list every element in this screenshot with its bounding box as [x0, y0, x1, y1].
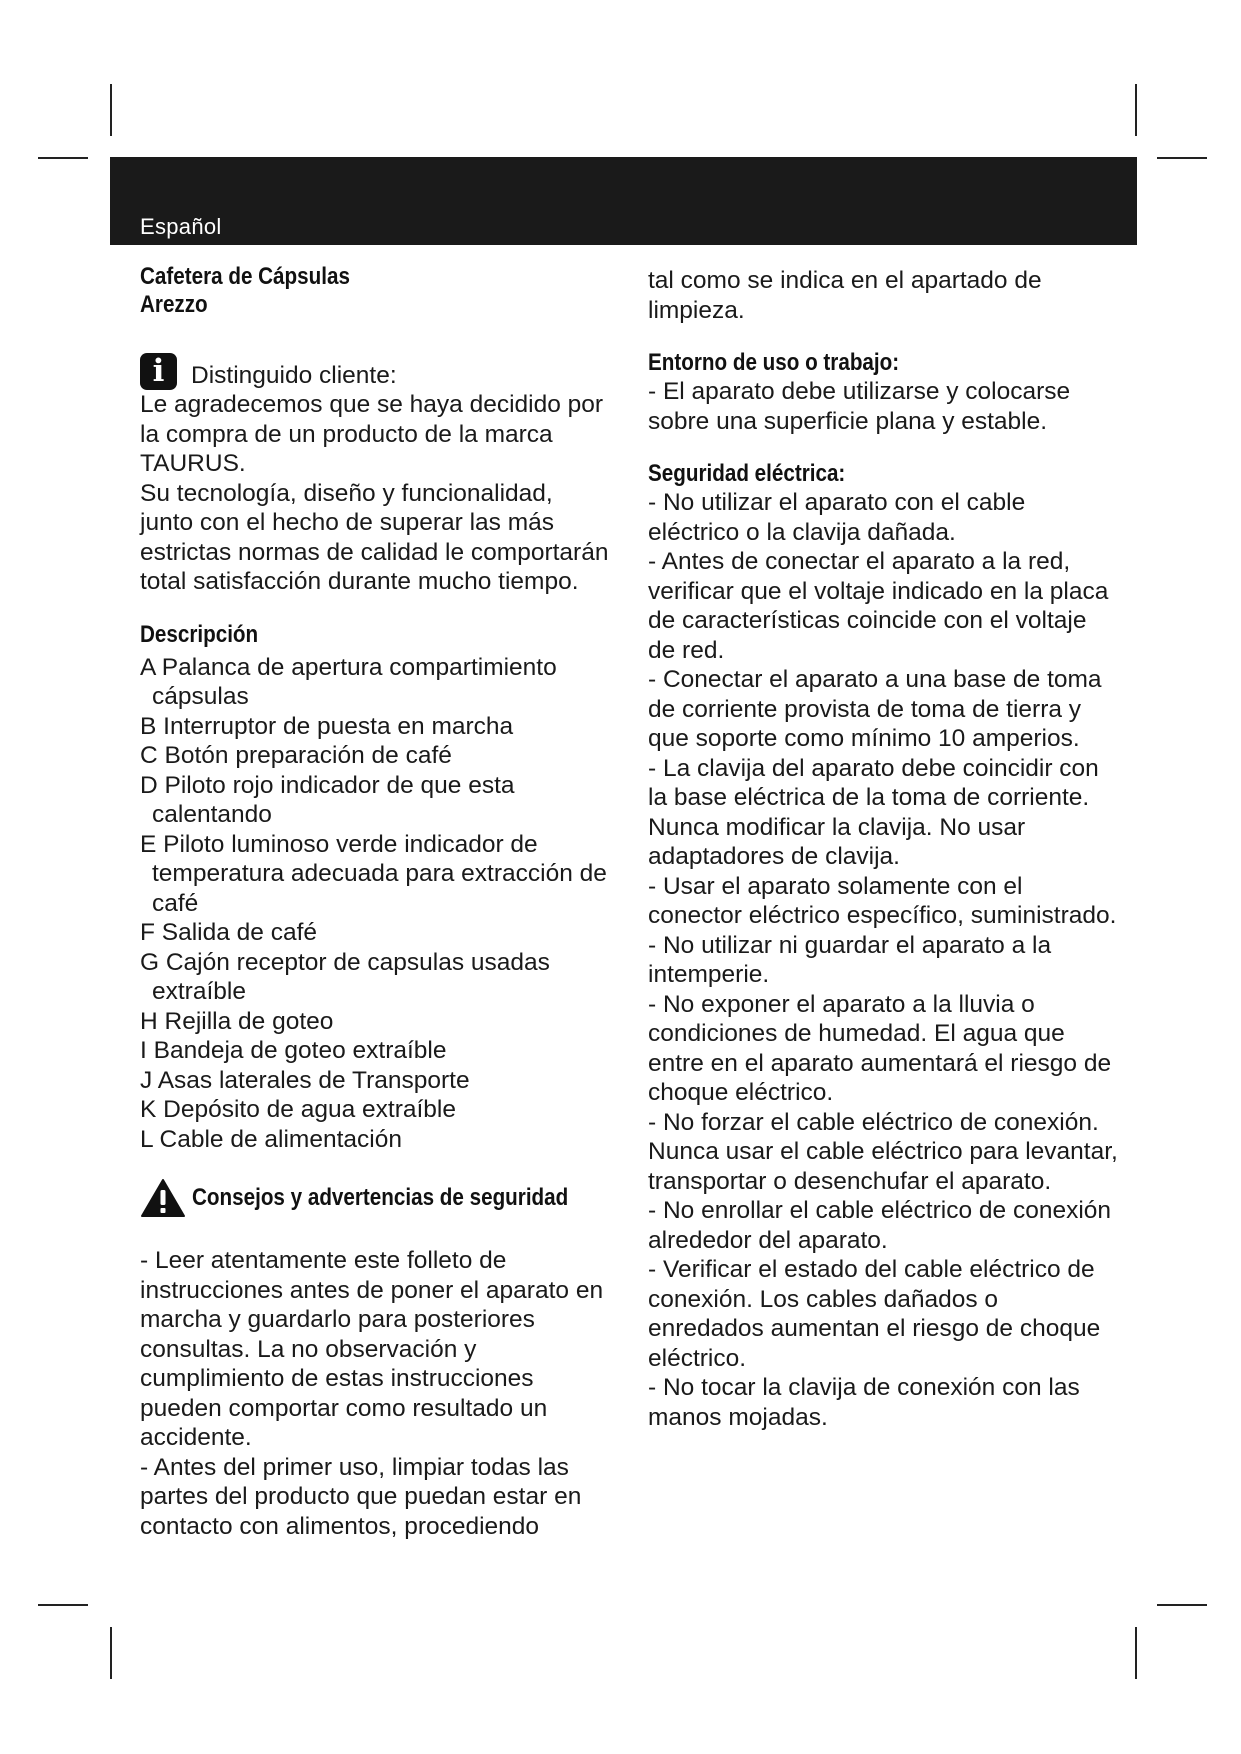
- safety-paragraph: - Leer atentamente este folleto de instrucciones antes de poner el aparato en marcha y guardarlo para posteriores consultas. La no observación y cumplimiento de estas instrucciones pueden comportar como resultado un accidente.: [140, 1247, 604, 1451]
- crop-mark: [38, 157, 88, 159]
- list-item: L Cable de alimentación: [140, 1125, 402, 1153]
- list-item: J Asas laterales de Transporte: [140, 1066, 470, 1094]
- safety-paragraph: - Antes del primer uso, limpiar todas las partes del producto que puedan estar en contacto con alimentos, procediendo: [140, 1453, 582, 1540]
- environment-heading: Entorno de uso o trabajo:: [648, 349, 900, 376]
- list-item: C Botón preparación de café: [140, 742, 452, 769]
- list-item: E Piloto luminoso verde indicador de temperatura adecuada para extracción de café: [140, 830, 607, 917]
- electrical-paragraph: - Conectar el aparato a una base de toma de corriente provista de toma de tierra y que soporte como mínimo 10 amperios.: [648, 666, 1102, 752]
- right-column: [648, 266, 1118, 1432]
- language-header-bar: [110, 157, 1137, 245]
- language-label: Español: [140, 214, 222, 239]
- electrical-paragraph: - No utilizar el aparato con el cable eléctrico o la clavija dañada.: [648, 489, 1026, 546]
- description-heading: Descripción: [140, 620, 259, 648]
- crop-mark: [110, 84, 112, 136]
- electrical-paragraph: - No exponer el aparato a la lluvia o condiciones de humedad. El agua que entre en el aparato aumentará el riesgo de choque eléctrico.: [648, 990, 1112, 1106]
- intro-paragraph: Le agradecemos que se haya decidido por la compra de un producto de la marca TAURUS.: [140, 391, 604, 477]
- crop-mark: [1135, 1627, 1137, 1679]
- crop-mark: [110, 1627, 112, 1679]
- safety-heading-row: [140, 1178, 610, 1218]
- list-item: A Palanca de apertura compartimiento cápsulas: [140, 653, 557, 710]
- electrical-paragraph: - Verificar el estado del cable eléctrico de conexión. Los cables dañados o enredados aumentan el riesgo de choque eléctrico.: [648, 1256, 1101, 1372]
- left-column: [140, 263, 610, 1541]
- electrical-paragraph: - Usar el aparato solamente con el conector eléctrico específico, suministrado.: [648, 872, 1117, 929]
- list-item: B Interruptor de puesta en marcha: [140, 712, 514, 740]
- greeting-row: [140, 353, 610, 390]
- electrical-paragraph: - No forzar el cable eléctrico de conexión. Nunca usar el cable eléctrico para levantar, transportar o desenchufar el aparato.: [648, 1108, 1118, 1195]
- electrical-heading: Seguridad eléctrica:: [648, 460, 846, 487]
- product-model: Arezzo: [140, 291, 208, 318]
- electrical-paragraph: - La clavija del aparato debe coincidir con la base eléctrica de la toma de corriente. Nunca modificar la clavija. No usar adaptadores de clavija.: [648, 754, 1099, 870]
- crop-mark: [1157, 157, 1207, 159]
- electrical-paragraph: - Antes de conectar el aparato a la red, verificar que el voltaje indicado en la placa de características coincide con el voltaje de red.: [648, 548, 1109, 664]
- continued-text: tal como se indica en el apartado de limpieza.: [648, 267, 1042, 324]
- electrical-paragraph: - No enrollar el cable eléctrico de conexión alrededor del aparato.: [648, 1197, 1112, 1254]
- crop-mark: [1157, 1604, 1207, 1606]
- greeting: Distinguido cliente:: [191, 361, 397, 389]
- list-item: H Rejilla de goteo: [140, 1007, 334, 1035]
- description-list: [140, 653, 610, 1155]
- list-item: D Piloto rojo indicador de que esta calentando: [140, 771, 515, 828]
- list-item: I Bandeja de goteo extraíble: [140, 1037, 447, 1064]
- list-item: K Depósito de agua extraíble: [140, 1096, 456, 1123]
- crop-mark: [1135, 84, 1137, 136]
- product-title: Cafetera de Cápsulas: [140, 263, 350, 290]
- warning-icon: [140, 1178, 186, 1218]
- info-icon: i: [140, 353, 177, 390]
- list-item: F Salida de café: [140, 919, 318, 946]
- electrical-paragraph: - No utilizar ni guardar el aparato a la intemperie.: [648, 931, 1052, 988]
- environment-paragraph: - El aparato debe utilizarse y colocarse sobre una superficie plana y estable.: [648, 378, 1071, 435]
- intro-paragraph: Su tecnología, diseño y funcionalidad, junto con el hecho de superar las más estrictas normas de calidad le comportarán total satisfacción durante mucho tiempo.: [140, 479, 609, 595]
- safety-heading: Consejos y advertencias de seguridad: [192, 1184, 569, 1211]
- electrical-paragraph: - No tocar la clavija de conexión con las manos mojadas.: [648, 1374, 1080, 1431]
- crop-mark: [38, 1604, 88, 1606]
- list-item: G Cajón receptor de capsulas usadas extraíble: [140, 948, 550, 1005]
